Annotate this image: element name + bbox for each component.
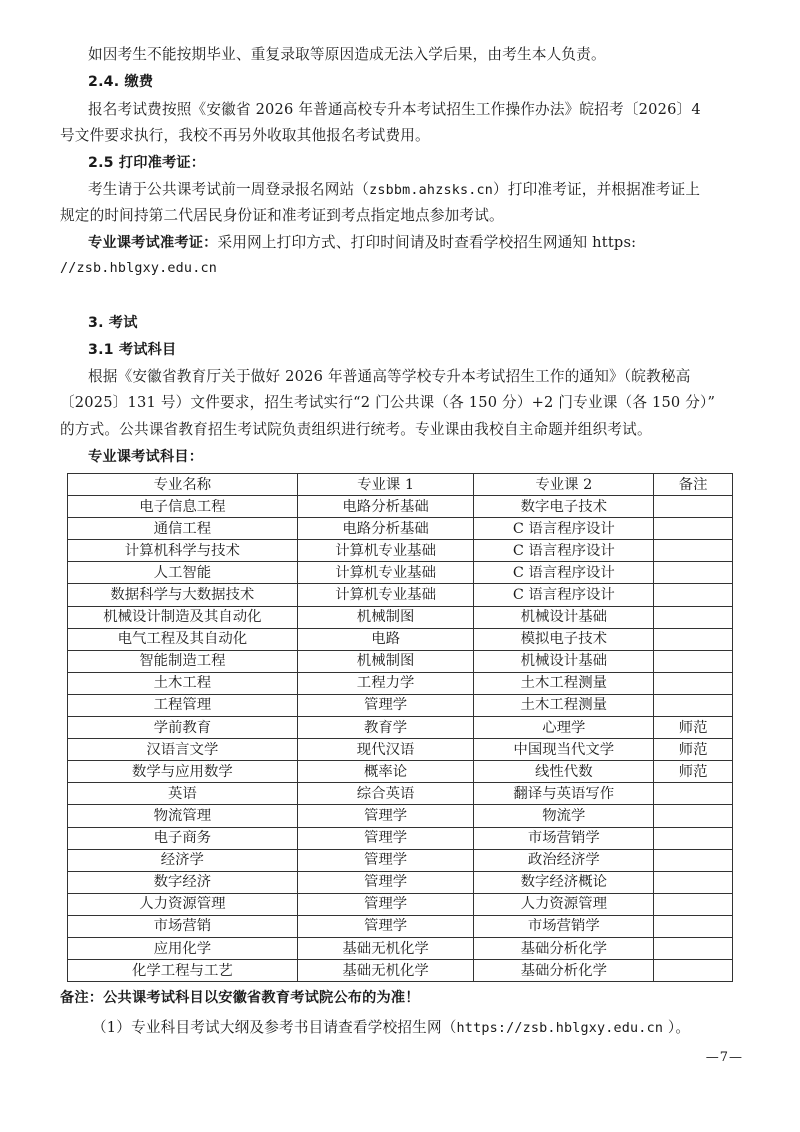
table-row — [68, 540, 733, 562]
course-2-cell: 翻译与英语写作 — [474, 783, 654, 805]
course-2-cell: 机械设计基础 — [474, 650, 654, 672]
section-3-1-paragraph-line1: 根据《安徽省教育厅关于做好 2026 年普通高等学校专升本考试招生工作的通知》（皖教秘高 — [88, 368, 691, 385]
course-2-cell: 线性代数 — [474, 761, 654, 783]
course-1-cell: 现代汉语 — [297, 739, 474, 761]
table-row — [68, 761, 733, 783]
course-2-cell: 政治经济学 — [474, 849, 654, 871]
remark-cell — [654, 628, 733, 650]
header-remark: 备注 — [654, 474, 733, 496]
table-row — [68, 871, 733, 893]
course-2-cell: 数字电子技术 — [474, 496, 654, 518]
remark-cell — [654, 518, 733, 540]
major-name-cell: 工程管理 — [68, 694, 298, 716]
course-1-cell: 管理学 — [297, 849, 474, 871]
remark-note: 备注：公共课考试科目以安徽省教育考试院公布的为准！ — [60, 990, 420, 1006]
course-2-cell: 模拟电子技术 — [474, 628, 654, 650]
remark-cell — [654, 960, 733, 982]
course-1-cell: 管理学 — [297, 915, 474, 937]
table-caption: 专业课考试科目： — [88, 449, 204, 465]
major-name-cell: 电子商务 — [68, 827, 298, 849]
remark-cell: 师范 — [654, 717, 733, 739]
course-2-cell: 市场营销学 — [474, 915, 654, 937]
section-3-1-heading: 3.1 考试科目 — [88, 342, 177, 358]
course-1-cell: 基础无机化学 — [297, 960, 474, 982]
admissions-site-link[interactable]: //zsb.hblgxy.edu.cn — [60, 261, 217, 276]
admission-ticket-paragraph — [88, 233, 636, 253]
table-row — [68, 584, 733, 606]
table-header-row — [68, 474, 733, 496]
course-1-cell: 管理学 — [297, 694, 474, 716]
syllabus-note-pre: （1）专业科目考试大纲及参考书目请查看学校招生网（ — [92, 1019, 457, 1036]
remark-cell — [654, 893, 733, 915]
section-3-1-paragraph-line3: 的方式。公共课省教育招生考试院负责组织进行统考。专业课由我校自主命题并组织考试。 — [60, 421, 652, 438]
course-2-cell: 人力资源管理 — [474, 893, 654, 915]
remark-cell — [654, 915, 733, 937]
table-row — [68, 672, 733, 694]
remark-cell — [654, 849, 733, 871]
syllabus-note — [92, 1018, 690, 1039]
table-row — [68, 518, 733, 540]
section-2-4-paragraph-line2: 号文件要求执行，我校不再另外收取其他报名考试费用。 — [60, 127, 430, 144]
remark-cell — [654, 871, 733, 893]
course-2-cell: 中国现当代文学 — [474, 739, 654, 761]
major-name-cell: 化学工程与工艺 — [68, 960, 298, 982]
course-2-cell: 数字经济概论 — [474, 871, 654, 893]
table-row — [68, 827, 733, 849]
course-2-cell: 心理学 — [474, 717, 654, 739]
major-name-cell: 经济学 — [68, 849, 298, 871]
major-name-cell: 英语 — [68, 783, 298, 805]
course-2-cell: 土木工程测量 — [474, 694, 654, 716]
section-2-5-paragraph-line2: 规定的时间持第二代居民身份证和准考证到考点指定地点参加考试。 — [60, 207, 504, 224]
admission-ticket-text: 采用网上打印方式、打印时间请及时查看学校招生网通知 https: — [217, 234, 637, 251]
intro-paragraph: 如因考生不能按期毕业、重复录取等原因造成无法入学后果，由考生本人负责。 — [88, 46, 606, 63]
remark-cell — [654, 827, 733, 849]
table-row — [68, 717, 733, 739]
table-row — [68, 496, 733, 518]
remark-cell — [654, 650, 733, 672]
major-name-cell: 电气工程及其自动化 — [68, 628, 298, 650]
registration-site-link[interactable]: zsbbm.ahzsks.cn — [369, 183, 494, 198]
page-number: —7— — [705, 1050, 743, 1065]
major-name-cell: 应用化学 — [68, 937, 298, 959]
course-1-cell: 管理学 — [297, 805, 474, 827]
course-1-cell: 综合英语 — [297, 783, 474, 805]
remark-cell — [654, 540, 733, 562]
course-1-cell: 管理学 — [297, 827, 474, 849]
major-name-cell: 智能制造工程 — [68, 650, 298, 672]
remark-cell — [654, 937, 733, 959]
table-row — [68, 562, 733, 584]
major-name-cell: 数据科学与大数据技术 — [68, 584, 298, 606]
remark-cell — [654, 584, 733, 606]
remark-cell — [654, 783, 733, 805]
major-name-cell: 数学与应用数学 — [68, 761, 298, 783]
major-name-cell: 数字经济 — [68, 871, 298, 893]
table-row — [68, 960, 733, 982]
major-name-cell: 市场营销 — [68, 915, 298, 937]
syllabus-site-link[interactable]: https://zsb.hblgxy.edu.cn — [456, 1021, 664, 1036]
table-row — [68, 650, 733, 672]
major-name-cell: 人力资源管理 — [68, 893, 298, 915]
table-row — [68, 805, 733, 827]
course-1-cell: 管理学 — [297, 893, 474, 915]
table-row — [68, 694, 733, 716]
table-row — [68, 739, 733, 761]
course-2-cell: 土木工程测量 — [474, 672, 654, 694]
major-name-cell: 土木工程 — [68, 672, 298, 694]
header-course-2: 专业课 2 — [474, 474, 654, 496]
remark-cell — [654, 672, 733, 694]
section-2-5-text-post: ）打印准考证，并根据准考证上 — [493, 181, 701, 198]
table-row — [68, 937, 733, 959]
section-2-5-paragraph-line1 — [88, 180, 700, 201]
major-name-cell: 机械设计制造及其自动化 — [68, 606, 298, 628]
course-1-cell: 电路分析基础 — [297, 496, 474, 518]
table-row — [68, 849, 733, 871]
course-1-cell: 基础无机化学 — [297, 937, 474, 959]
course-1-cell: 工程力学 — [297, 672, 474, 694]
major-name-cell: 汉语言文学 — [68, 739, 298, 761]
remark-cell — [654, 496, 733, 518]
table-row — [68, 783, 733, 805]
course-1-cell: 电路 — [297, 628, 474, 650]
course-2-cell: 机械设计基础 — [474, 606, 654, 628]
major-name-cell: 物流管理 — [68, 805, 298, 827]
course-2-cell: C 语言程序设计 — [474, 584, 654, 606]
table-row — [68, 893, 733, 915]
header-course-1: 专业课 1 — [297, 474, 474, 496]
course-1-cell: 电路分析基础 — [297, 518, 474, 540]
course-1-cell: 管理学 — [297, 871, 474, 893]
remark-cell — [654, 694, 733, 716]
table-row — [68, 606, 733, 628]
course-2-cell: 物流学 — [474, 805, 654, 827]
section-2-5-heading: 2.5 打印准考证： — [88, 155, 206, 171]
course-1-cell: 计算机专业基础 — [297, 540, 474, 562]
table-row — [68, 915, 733, 937]
section-2-4-heading: 2.4. 缴费 — [88, 74, 154, 90]
major-name-cell: 计算机科学与技术 — [68, 540, 298, 562]
remark-cell: 师范 — [654, 761, 733, 783]
table-row — [68, 628, 733, 650]
header-major-name: 专业名称 — [68, 474, 298, 496]
remark-cell: 师范 — [654, 739, 733, 761]
course-2-cell: C 语言程序设计 — [474, 518, 654, 540]
remark-cell — [654, 606, 733, 628]
admission-ticket-label: 专业课考试准考证： — [88, 235, 218, 251]
course-2-cell: 市场营销学 — [474, 827, 654, 849]
section-2-5-text-pre: 考生请于公共课考试前一周登录报名网站（ — [88, 181, 370, 198]
course-2-cell: C 语言程序设计 — [474, 562, 654, 584]
remark-cell — [654, 562, 733, 584]
section-3-heading: 3. 考试 — [88, 315, 138, 331]
major-name-cell: 学前教育 — [68, 717, 298, 739]
course-1-cell: 机械制图 — [297, 650, 474, 672]
course-2-cell: C 语言程序设计 — [474, 540, 654, 562]
course-1-cell: 机械制图 — [297, 606, 474, 628]
major-name-cell: 人工智能 — [68, 562, 298, 584]
course-2-cell: 基础分析化学 — [474, 937, 654, 959]
remark-cell — [654, 805, 733, 827]
section-2-4-paragraph-line1: 报名考试费按照《安徽省 2026 年普通高校专升本考试招生工作操作办法》皖招考〔2026〕4 — [88, 101, 701, 118]
major-name-cell: 通信工程 — [68, 518, 298, 540]
exam-subjects-table — [67, 473, 733, 982]
course-1-cell: 计算机专业基础 — [297, 584, 474, 606]
section-3-1-paragraph-line2: 〔2025〕131 号）文件要求，招生考试实行“2 门公共课（各 150 分）+2 门专业课（各 150 分）” — [60, 394, 716, 411]
major-name-cell: 电子信息工程 — [68, 496, 298, 518]
syllabus-note-post: ）。 — [663, 1019, 691, 1036]
course-1-cell: 教育学 — [297, 717, 474, 739]
course-2-cell: 基础分析化学 — [474, 960, 654, 982]
course-1-cell: 计算机专业基础 — [297, 562, 474, 584]
course-1-cell: 概率论 — [297, 761, 474, 783]
